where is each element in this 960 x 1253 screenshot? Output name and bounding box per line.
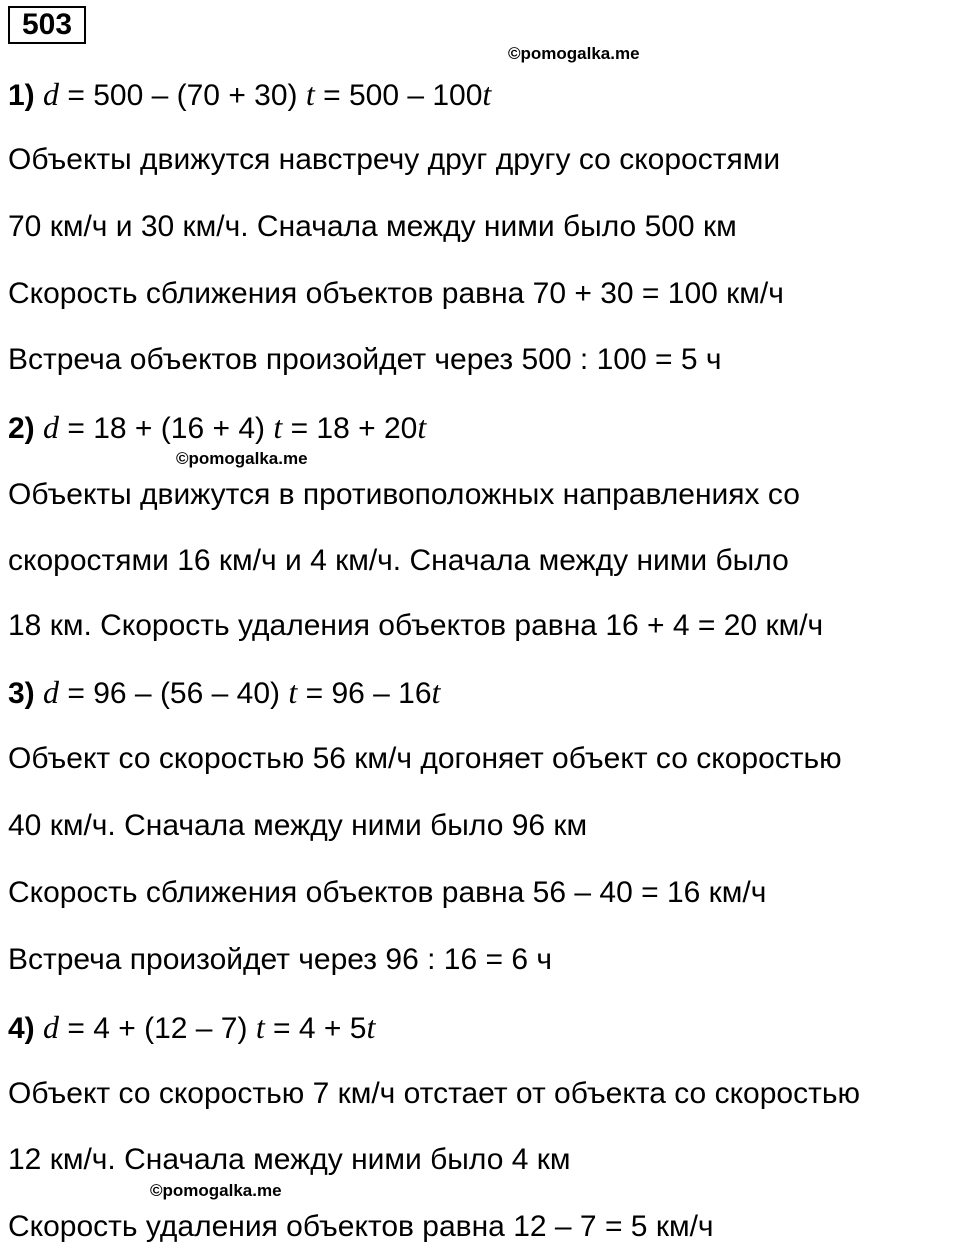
- formula-var: t: [273, 409, 283, 445]
- formula-var: d: [43, 409, 60, 445]
- formula-var: t: [431, 674, 441, 710]
- text-line: Скорость сближения объектов равна 56 – 40 = 16 км/ч: [8, 876, 767, 909]
- formula-var: t: [482, 76, 492, 112]
- problem-number: 503: [8, 6, 86, 44]
- text-line: Скорость удаления объектов равна 12 – 7 = 5 км/ч: [8, 1210, 714, 1243]
- formula-text: = 96 – (56 – 40): [59, 677, 289, 710]
- part-label: 2): [8, 412, 35, 445]
- formula-text: = 18 + (16 + 4): [59, 412, 274, 445]
- text-line: Скорость сближения объектов равна 70 + 30 = 100 км/ч: [8, 277, 784, 310]
- part-label: 4): [8, 1012, 35, 1045]
- formula-var: t: [255, 1009, 265, 1045]
- formula-var: t: [417, 409, 427, 445]
- formula-var: t: [288, 674, 298, 710]
- formula-var: d: [43, 1009, 60, 1045]
- formula-line: [8, 674, 440, 712]
- text-line: Объекты движутся навстречу друг другу со скоростями: [8, 143, 781, 176]
- text-line: скоростями 16 км/ч и 4 км/ч. Сначала между ними было: [8, 544, 789, 577]
- formula-var: d: [43, 76, 60, 112]
- watermark: ©pomogalka.me: [176, 449, 308, 468]
- text-line: Объект со скоростью 7 км/ч отстает от объекта со скоростью: [8, 1077, 860, 1110]
- formula-line: [8, 409, 426, 447]
- formula-line: [8, 1009, 375, 1047]
- formula-var: t: [305, 76, 315, 112]
- text-line: Объекты движутся в противоположных направлениях со: [8, 478, 800, 511]
- text-line: Объект со скоростью 56 км/ч догоняет объект со скоростью: [8, 742, 842, 775]
- text-line: 70 км/ч и 30 км/ч. Сначала между ними было 500 км: [8, 210, 737, 243]
- formula-var: d: [43, 674, 60, 710]
- formula-text: = 96 – 16: [297, 677, 432, 710]
- watermark: ©pomogalka.me: [150, 1181, 282, 1200]
- formula-text: = 500 – 100: [314, 79, 483, 112]
- formula-text: = 500 – (70 + 30): [59, 79, 306, 112]
- watermark: ©pomogalka.me: [508, 44, 640, 63]
- text-line: 12 км/ч. Сначала между ними было 4 км: [8, 1143, 571, 1176]
- formula-text: = 18 + 20: [282, 412, 418, 445]
- formula-text: = 4 + 5: [264, 1012, 367, 1045]
- text-line: 40 км/ч. Сначала между ними было 96 км: [8, 809, 588, 842]
- text-line: Встреча объектов произойдет через 500 : 100 = 5 ч: [8, 343, 722, 376]
- part-label: 3): [8, 677, 35, 710]
- formula-var: t: [366, 1009, 376, 1045]
- part-label: 1): [8, 79, 35, 112]
- text-line: Встреча произойдет через 96 : 16 = 6 ч: [8, 943, 552, 976]
- formula-text: = 4 + (12 – 7): [59, 1012, 256, 1045]
- text-line: 18 км. Скорость удаления объектов равна 16 + 4 = 20 км/ч: [8, 609, 824, 642]
- formula-line: [8, 76, 491, 114]
